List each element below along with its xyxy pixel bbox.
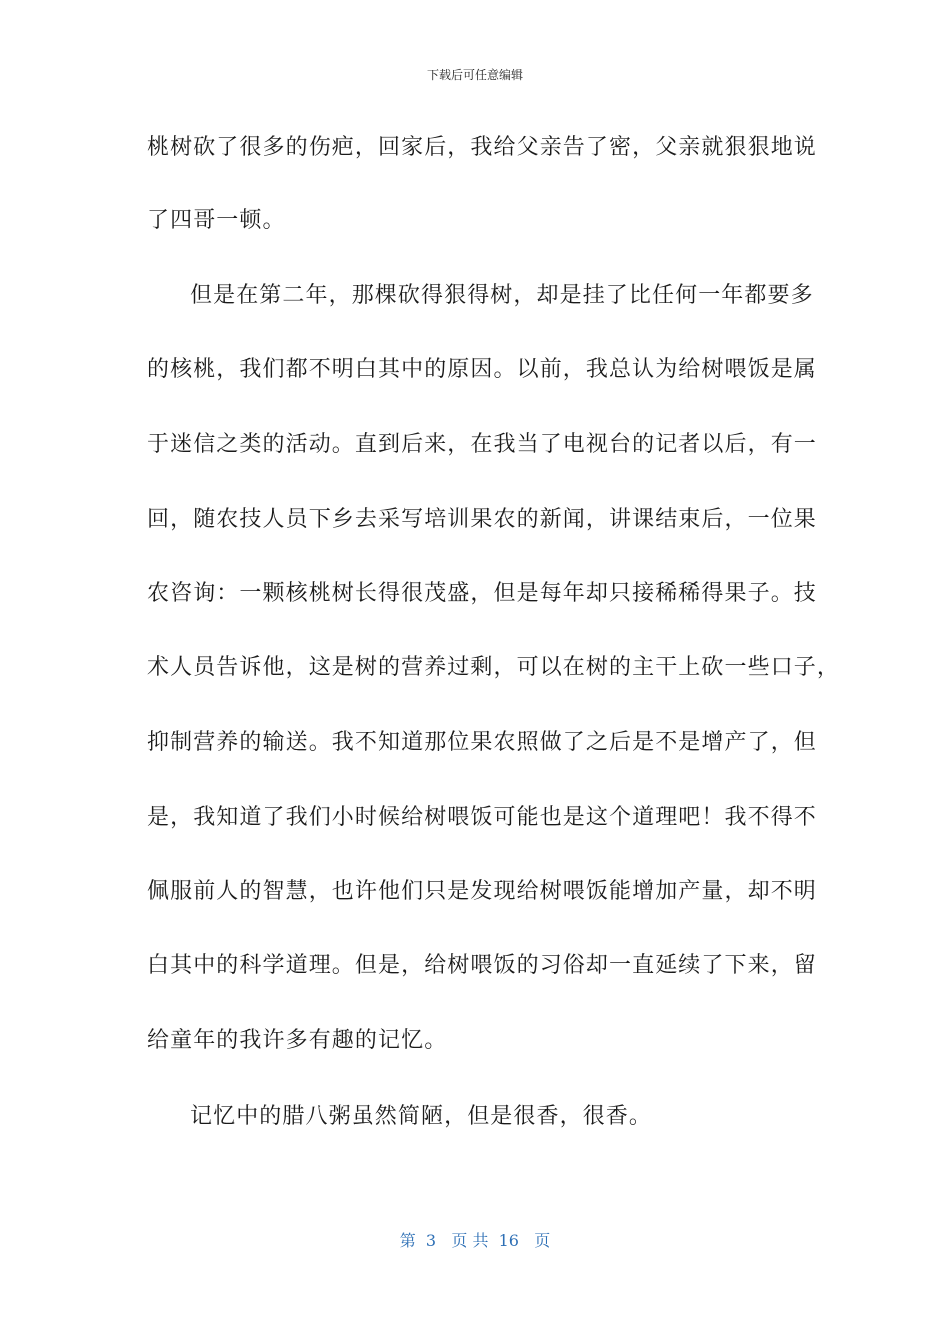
text-line-8: 术人员告诉他，这是树的营养过剩，可以在树的主干上砍一些口子， [147,655,841,680]
text-line-4: 的核桃，我们都不明白其中的原因。以前，我总认为给树喂饭是属 [147,357,817,382]
text-line-6: 回，随农技人员下乡去采写培训果农的新闻，讲课结束后，一位果 [147,507,817,532]
text-line-5: 于迷信之类的活动。直到后来，在我当了电视台的记者以后，有一 [147,432,817,457]
text-line-3: 但是在第二年，那棵砍得狠得树，却是挂了比任何一年都要多 [190,283,814,308]
text-line-9: 抑制营养的输送。我不知道那位果农照做了之后是不是增产了，但 [147,730,817,755]
text-line-7: 农咨询：一颗核桃树长得很茂盛，但是每年却只接稀稀得果子。技 [147,581,817,606]
page-number-footer: 第 3 页 共 16 页 [399,1231,551,1250]
text-line-1: 桃树砍了很多的伤疤，回家后，我给父亲告了密，父亲就狠狠地说 [147,135,817,160]
text-line-11: 佩服前人的智慧，也许他们只是发现给树喂饭能增加产量，却不明 [147,879,817,904]
text-line-12: 白其中的科学道理。但是，给树喂饭的习俗却一直延续了下来，留 [147,953,817,978]
page-header: 下载后可任意编辑 [426,68,523,82]
text-line-10: 是，我知道了我们小时候给树喂饭可能也是这个道理吧！我不得不 [147,805,817,830]
text-line-2: 了四哥一顿。 [147,208,286,233]
text-line-14: 记忆中的腊八粥虽然简陋，但是很香，很香。 [190,1104,653,1129]
text-line-13: 给童年的我许多有趣的记忆。 [147,1028,448,1053]
